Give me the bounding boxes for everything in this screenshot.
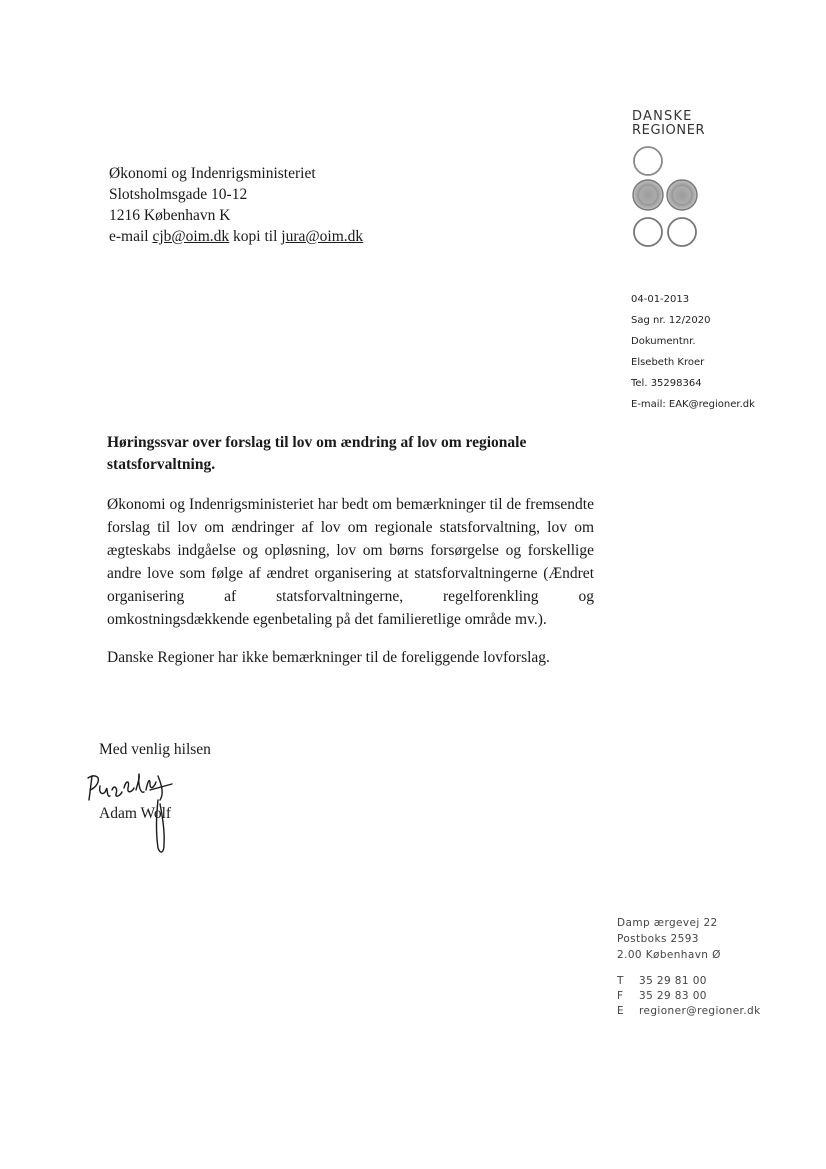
case-number: Sag nr. 12/2020 xyxy=(631,315,711,326)
recipient-city: 1216 København K xyxy=(109,207,231,224)
body-paragraph-1: Økonomi og Indenrigsministeriet har bedt om bemærkninger til de fremsendte forslag til lov om ændringer af lov om regionale statsforvaltning, lov om ægteskabs indgåelse og opløsning, lov om børns forsørgelse og forskellige andre love som følge af ændret organisering at statsforvaltningerne (Ændret organisering af statsforvaltningerne, regelforenkling og omkostningsdækkende egenbetaling på det familieretlige område mv.). xyxy=(107,496,594,628)
danske-regioner-circles-logo-icon xyxy=(630,144,706,252)
logo-line-regioner: REGIONER xyxy=(632,123,706,138)
recipient-email-line xyxy=(109,226,363,247)
email-copy-label: kopi til xyxy=(229,228,282,245)
footer-contact-row xyxy=(617,989,761,1004)
footer-street: Damp ærgevej 22 xyxy=(617,917,718,929)
body-paragraph-2: Danske Regioner har ikke bemærkninger til de foreliggende lovforslag. xyxy=(107,649,550,666)
logo-line-danske: DANSKE xyxy=(632,109,693,124)
email-prefix: e-mail xyxy=(109,228,153,245)
contact-key: T xyxy=(617,975,624,987)
contact-value: 35 29 83 00 xyxy=(639,990,707,1002)
letter-date: 04-01-2013 xyxy=(631,294,690,305)
footer-contacts xyxy=(617,974,761,1019)
contact-phone: Tel. 35298364 xyxy=(631,378,702,389)
footer-address-block xyxy=(617,915,721,963)
contact-email: E-mail: EAK@regioner.dk xyxy=(631,399,755,410)
footer-city: 2.00 København Ø xyxy=(617,949,721,961)
recipient-name: Økonomi og Indenrigsministeriet xyxy=(109,165,316,182)
signer-name: Adam Wolf xyxy=(99,805,172,822)
letter-heading: Høringssvar over forslag til lov om ændring af lov om regionale statsforvaltning. xyxy=(107,434,527,473)
document-number: Dokumentnr. xyxy=(631,336,696,347)
letter-metadata xyxy=(631,289,755,415)
contact-key: F xyxy=(617,990,624,1002)
recipient-street: Slotsholmsgade 10-12 xyxy=(109,186,248,203)
logo-wordmark xyxy=(632,110,742,138)
closing-salutation: Med venlig hilsen xyxy=(99,741,211,758)
footer-postbox: Postboks 2593 xyxy=(617,933,699,945)
contact-value: 35 29 81 00 xyxy=(639,975,707,987)
contact-value[interactable]: regioner@regioner.dk xyxy=(639,1005,761,1017)
footer-contact-row xyxy=(617,974,761,989)
email-copy-link[interactable]: jura@oim.dk xyxy=(281,228,364,245)
contact-name: Elsebeth Kroer xyxy=(631,357,705,368)
contact-key: E xyxy=(617,1005,625,1017)
recipient-address-block xyxy=(109,163,363,247)
email-primary-link[interactable]: cjb@oim.dk xyxy=(152,228,230,245)
footer-contact-row xyxy=(617,1004,761,1019)
